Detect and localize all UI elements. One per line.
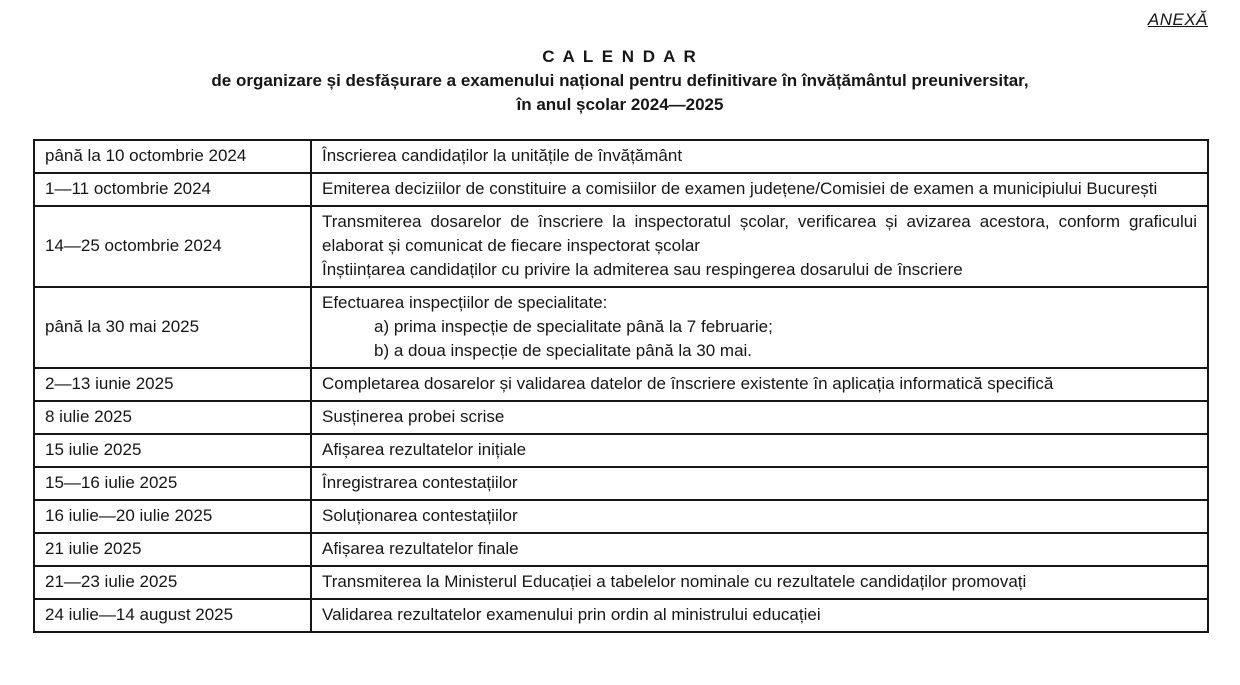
activity-text: Transmiterea la Ministerul Educației a tabelelor nominale cu rezultatele candidaților promovați — [322, 572, 1027, 591]
table-row — [34, 206, 1208, 287]
activity-text: Transmiterea dosarelor de înscriere la inspectoratul școlar, verificarea și avizarea acestora, conform graficului elaborat și comunicat de fiecare inspectorat școlar — [322, 212, 1197, 255]
date-cell: 24 iulie—14 august 2025 — [34, 599, 311, 632]
table-row — [34, 368, 1208, 401]
table-row — [34, 599, 1208, 632]
activity-cell — [311, 173, 1208, 206]
date-cell: 21 iulie 2025 — [34, 533, 311, 566]
activity-text: Susținerea probei scrise — [322, 407, 505, 426]
activity-text: b) a doua inspecție de specialitate până la 30 mai. — [374, 341, 753, 360]
table-row — [34, 467, 1208, 500]
table-row — [34, 287, 1208, 368]
activity-text: a) prima inspecție de specialitate până la 7 februarie; — [374, 317, 773, 336]
activity-cell — [311, 500, 1208, 533]
page-subtitle-line1: de organizare și desfășurare a examenului național pentru definitivare în învățământul preuniversitar, — [211, 71, 1029, 90]
title-block — [0, 45, 1240, 117]
date-cell: 21—23 iulie 2025 — [34, 566, 311, 599]
date-cell: 16 iulie—20 iulie 2025 — [34, 500, 311, 533]
table-row — [34, 566, 1208, 599]
activity-text: Înregistrarea contestațiilor — [322, 473, 518, 492]
activity-text: Emiterea deciziilor de constituire a comisiilor de examen județene/Comisiei de examen a municipiului București — [322, 179, 1158, 198]
page-subtitle-line2: în anul școlar 2024—2025 — [516, 95, 724, 114]
activity-text: Completarea dosarelor și validarea datelor de înscriere existente în aplicația informatică specifică — [322, 374, 1054, 393]
activity-cell — [311, 434, 1208, 467]
activity-text: Validarea rezultatelor examenului prin ordin al ministrului educației — [322, 605, 821, 624]
activity-cell — [311, 566, 1208, 599]
activity-cell — [311, 467, 1208, 500]
activity-text: Înștiințarea candidaților cu privire la admiterea sau respingerea dosarului de înscriere — [322, 260, 963, 279]
activity-cell — [311, 533, 1208, 566]
calendar-table — [33, 139, 1209, 633]
activity-cell — [311, 368, 1208, 401]
table-row — [34, 173, 1208, 206]
table-row — [34, 434, 1208, 467]
date-cell: 2—13 iunie 2025 — [34, 368, 311, 401]
table-row — [34, 500, 1208, 533]
activity-cell — [311, 401, 1208, 434]
table-row — [34, 533, 1208, 566]
activity-cell — [311, 287, 1208, 368]
date-cell: 15 iulie 2025 — [34, 434, 311, 467]
activity-cell — [311, 140, 1208, 173]
date-cell: până la 30 mai 2025 — [34, 287, 311, 368]
date-cell: 14—25 octombrie 2024 — [34, 206, 311, 287]
activity-cell — [311, 206, 1208, 287]
date-cell: până la 10 octombrie 2024 — [34, 140, 311, 173]
date-cell: 1—11 octombrie 2024 — [34, 173, 311, 206]
date-cell: 15—16 iulie 2025 — [34, 467, 311, 500]
table-row — [34, 140, 1208, 173]
annex-label: ANEXĂ — [1147, 10, 1208, 29]
activity-cell — [311, 599, 1208, 632]
calendar-table-body — [34, 140, 1208, 632]
date-cell: 8 iulie 2025 — [34, 401, 311, 434]
activity-text: Efectuarea inspecțiilor de specialitate: — [322, 293, 608, 312]
activity-text: Soluționarea contestațiilor — [322, 506, 518, 525]
table-row — [34, 401, 1208, 434]
activity-text: Înscrierea candidaților la unitățile de învățământ — [322, 146, 683, 165]
activity-text: Afișarea rezultatelor finale — [322, 539, 519, 558]
page-title: C A L E N D A R — [542, 47, 698, 66]
activity-text: Afișarea rezultatelor inițiale — [322, 440, 527, 459]
